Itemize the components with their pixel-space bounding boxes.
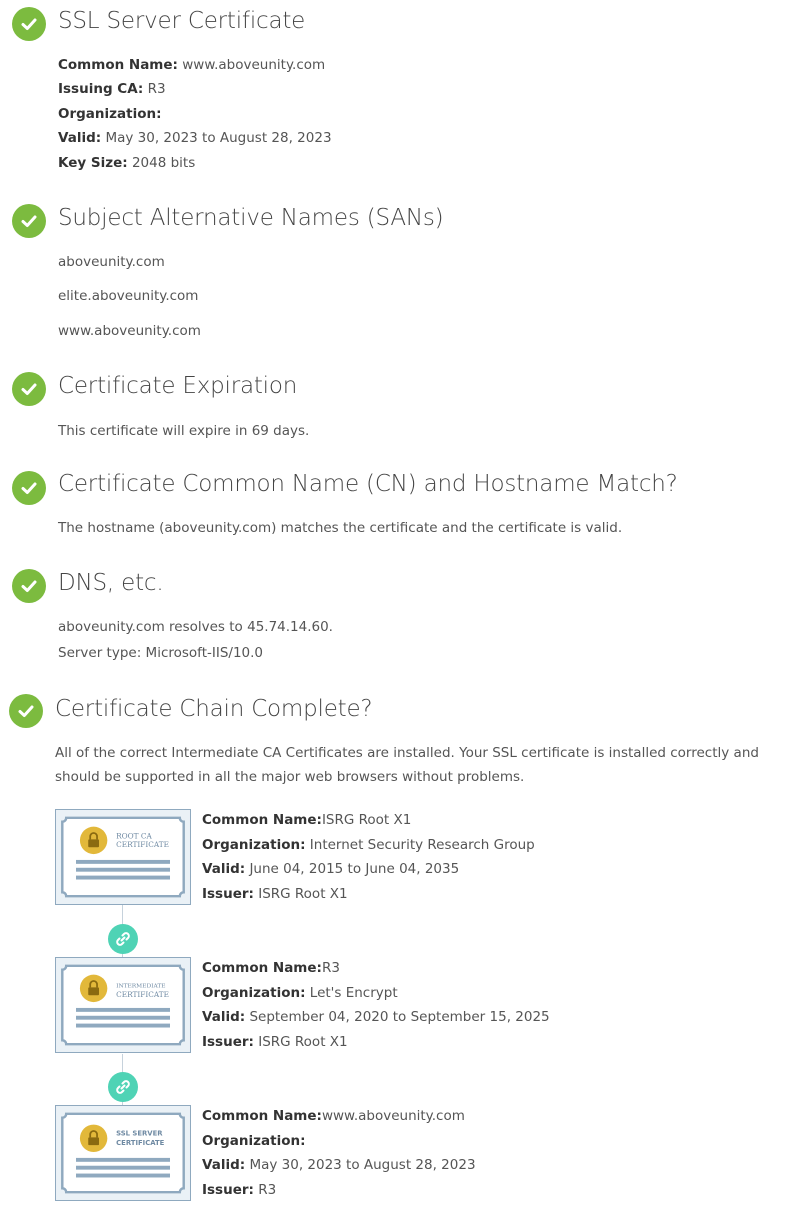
san-item: aboveunity.com (58, 254, 165, 270)
cert-organization: Organization: Internet Security Research Group (202, 837, 535, 853)
cert-badge-line2: CERTIFICATE (116, 1139, 165, 1148)
expiration-text: This certificate will expire in 69 days. (58, 423, 310, 439)
cert-organization: Organization: (202, 1133, 306, 1149)
cert-common-name: Common Name:www.aboveunity.com (202, 1108, 465, 1124)
checkmark-icon (9, 694, 43, 728)
ssl-common-name: Common Name: www.aboveunity.com (58, 57, 326, 73)
section-title-ssl-certificate: SSL Server Certificate (58, 8, 306, 34)
section-title-hostname-match: Certificate Common Name (CN) and Hostname Match? (58, 471, 678, 497)
cert-badge-line1: SSL SERVER (116, 1129, 163, 1138)
dns-resolve-text: aboveunity.com resolves to 45.74.14.60. (58, 619, 333, 635)
ssl-issuing-ca: Issuing CA: R3 (58, 81, 166, 97)
ssl-organization: Organization: (58, 106, 162, 122)
cert-badge-line2: CERTIFICATE (116, 840, 169, 850)
section-title-sans: Subject Alternative Names (SANs) (58, 205, 444, 231)
checkmark-icon (12, 471, 46, 505)
cert-common-name: Common Name:R3 (202, 960, 340, 976)
cert-badge-line2: CERTIFICATE (116, 990, 169, 1000)
dns-server-type: Server type: Microsoft-IIS/10.0 (58, 645, 264, 661)
checkmark-icon (12, 204, 46, 238)
cert-badge-line1: ROOT CA (116, 831, 152, 841)
ssl-valid: Valid: May 30, 2023 to August 28, 2023 (58, 130, 332, 146)
checkmark-icon (12, 569, 46, 603)
lock-icon (80, 827, 107, 854)
section-title-expiration: Certificate Expiration (58, 373, 298, 399)
cert-issuer: Issuer: ISRG Root X1 (202, 886, 348, 902)
link-icon (108, 924, 138, 954)
lock-icon (80, 975, 107, 1002)
checkmark-icon (12, 7, 46, 41)
certificate-icon (55, 1105, 191, 1201)
certificate-icon (55, 957, 191, 1053)
chain-text: All of the correct Intermediate CA Certificates are installed. Your SSL certificate is installed correctly and should be supported in all the major web browsers without problems. (55, 745, 759, 785)
cert-issuer: Issuer: ISRG Root X1 (202, 1034, 348, 1050)
section-title-dns: DNS, etc. (58, 570, 164, 596)
checkmark-icon (12, 372, 46, 406)
cert-organization: Organization: Let's Encrypt (202, 985, 398, 1001)
lock-icon (80, 1125, 107, 1152)
san-item: www.aboveunity.com (58, 323, 201, 339)
certificate-icon (55, 809, 191, 905)
section-title-chain: Certificate Chain Complete? (55, 696, 373, 722)
cert-issuer: Issuer: R3 (202, 1182, 277, 1198)
cert-valid: Valid: May 30, 2023 to August 28, 2023 (202, 1157, 476, 1173)
cert-valid: Valid: June 04, 2015 to June 04, 2035 (202, 861, 460, 877)
link-icon (108, 1072, 138, 1102)
san-item: elite.aboveunity.com (58, 288, 199, 304)
ssl-key-size: Key Size: 2048 bits (58, 155, 196, 171)
cert-valid: Valid: September 04, 2020 to September 15, 2025 (202, 1009, 550, 1025)
hostname-text: The hostname (aboveunity.com) matches the certificate and the certificate is valid. (58, 520, 623, 536)
cert-badge-line1: INTERMEDIATE (116, 983, 166, 990)
cert-common-name: Common Name:ISRG Root X1 (202, 812, 412, 828)
